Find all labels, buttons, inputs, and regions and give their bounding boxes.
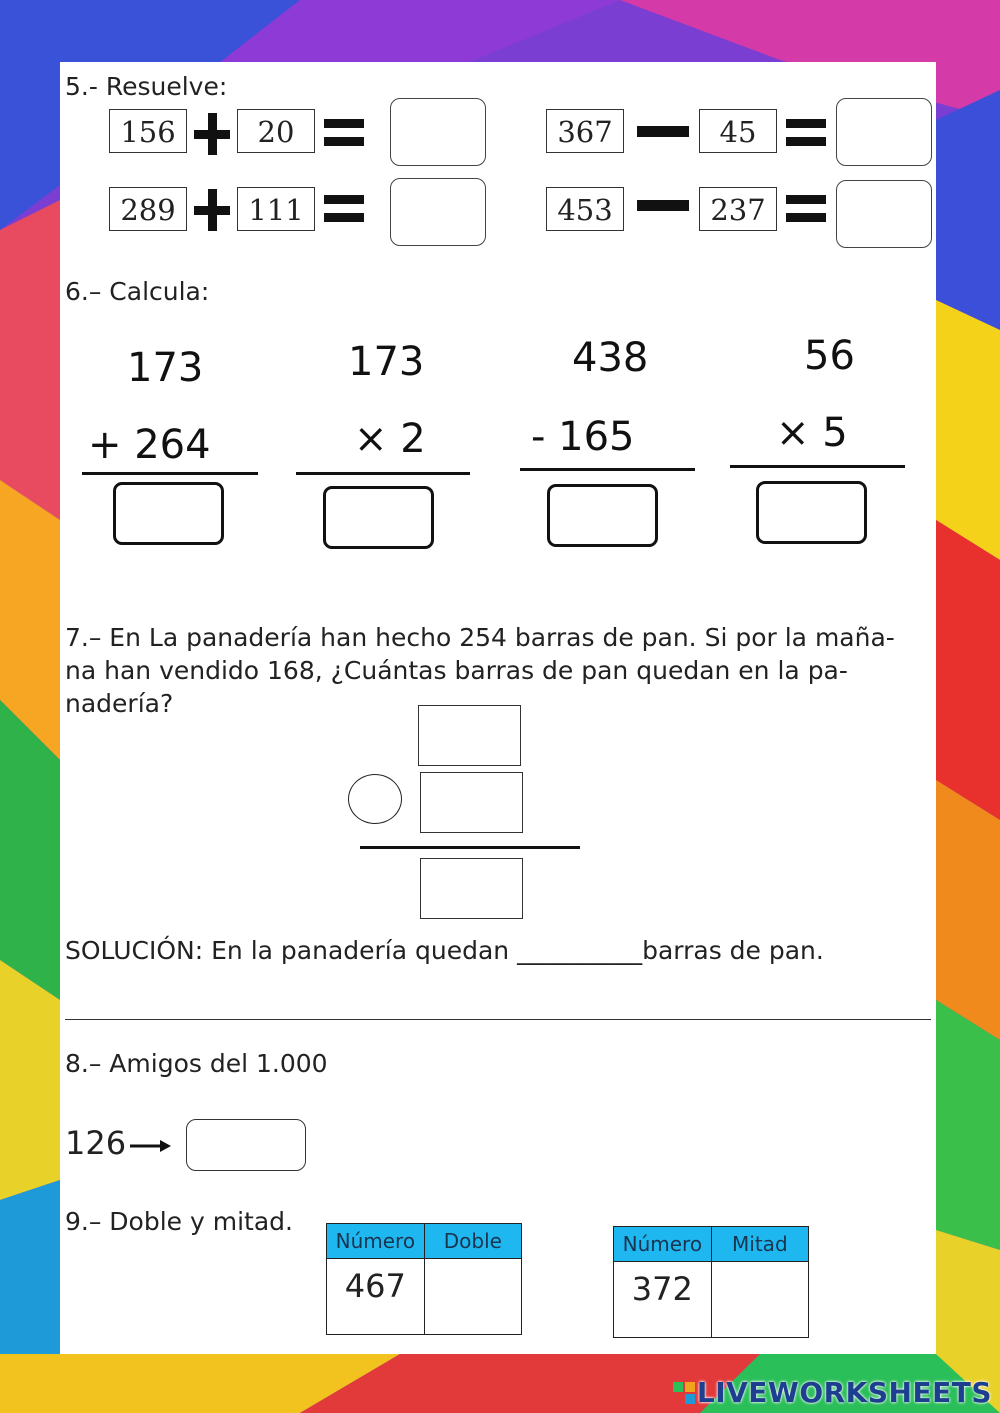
plus-icon-bar	[194, 130, 230, 139]
ex5-r1-addend-a: 156	[109, 109, 187, 153]
ex7-operator-circle[interactable]	[348, 774, 402, 824]
liveworksheets-logo-text: LIVEWORKSHEETS	[696, 1376, 992, 1409]
ex6-op3-answer-box[interactable]	[547, 484, 658, 547]
ex6-op1-answer-box[interactable]	[113, 482, 224, 545]
liveworksheets-logo	[673, 1376, 992, 1409]
ex6-op1-top: 173	[127, 345, 204, 391]
ex6-op3-bottom: - 165	[531, 414, 635, 460]
ex6-op4-answer-box[interactable]	[756, 481, 867, 544]
ex5-r2-addend-b: 111	[237, 187, 315, 231]
equals-icon	[324, 195, 364, 204]
ex5-r1-addend-b: 20	[237, 109, 315, 153]
ex7-solution: SOLUCIÓN: En la panadería quedan __________barras de pan.	[65, 936, 824, 965]
equals-icon-bar	[324, 137, 364, 146]
ex9-doble-header-numero: Número	[327, 1224, 425, 1259]
ex9-heading: 9.– Doble y mitad.	[65, 1207, 293, 1236]
ex9-mitad-header-numero: Número	[614, 1227, 712, 1262]
worksheet-page	[60, 62, 936, 1354]
ex6-op2-top: 173	[348, 339, 425, 385]
ex9-doble-value: 467	[327, 1259, 425, 1335]
ex6-op4-rule	[730, 465, 905, 468]
ex5-r1-subtrahend: 45	[699, 109, 777, 153]
liveworksheets-logo-icon	[673, 1378, 695, 1400]
equals-icon	[324, 119, 364, 128]
ex5-r2-addend-a: 289	[109, 187, 187, 231]
ex8-number: 126	[65, 1124, 127, 1162]
ex6-op3-rule	[520, 468, 695, 471]
ex6-heading: 6.– Calcula:	[65, 277, 210, 306]
ex7-answer-line[interactable]	[65, 1019, 931, 1020]
ex9-mitad-header-mitad: Mitad	[711, 1227, 808, 1262]
ex9-doble-answer-cell[interactable]	[424, 1259, 521, 1335]
ex7-subtrahend-box[interactable]	[420, 772, 523, 833]
ex9-mitad-table	[613, 1226, 809, 1338]
ex5-r1-minuend: 367	[546, 109, 624, 153]
minus-icon	[637, 200, 689, 211]
ex5-r2-answer-box-1[interactable]	[390, 178, 486, 246]
equals-icon-bar	[786, 137, 826, 146]
ex5-r2-minuend: 453	[546, 187, 624, 231]
ex9-doble-table	[326, 1223, 522, 1335]
ex9-mitad-answer-cell[interactable]	[711, 1262, 808, 1338]
ex6-op2-bottom: × 2	[354, 416, 426, 462]
ex7-minuend-box[interactable]	[418, 705, 521, 766]
ex8-answer-box[interactable]	[186, 1119, 306, 1171]
ex9-mitad-value: 372	[614, 1262, 712, 1338]
ex5-r1-answer-box-2[interactable]	[836, 98, 932, 166]
ex7-problem-line-2: na han vendido 168, ¿Cuántas barras de pan quedan en la pa-	[65, 656, 848, 685]
ex5-r1-answer-box-1[interactable]	[390, 98, 486, 166]
ex6-op4-top: 56	[804, 333, 855, 379]
ex7-problem-line-3: nadería?	[65, 689, 174, 718]
ex9-doble-header-doble: Doble	[424, 1224, 521, 1259]
plus-icon-bar	[194, 206, 230, 215]
ex6-op1-rule	[82, 472, 258, 475]
equals-icon	[786, 119, 826, 128]
arrow-right-icon	[130, 1138, 172, 1154]
ex5-heading: 5.- Resuelve:	[65, 72, 228, 101]
ex7-problem-line-1: 7.– En La panadería han hecho 254 barras de pan. Si por la maña-	[65, 623, 895, 652]
equals-icon-bar	[786, 213, 826, 222]
equals-icon	[786, 195, 826, 204]
equals-icon-bar	[324, 213, 364, 222]
ex8-heading: 8.– Amigos del 1.000	[65, 1049, 328, 1078]
ex7-rule	[360, 846, 580, 849]
ex5-r2-answer-box-2[interactable]	[836, 180, 932, 248]
ex6-op2-answer-box[interactable]	[323, 486, 434, 549]
ex6-op1-bottom: + 264	[88, 422, 211, 468]
ex5-r2-subtrahend: 237	[699, 187, 777, 231]
minus-icon	[637, 126, 689, 137]
ex6-op3-top: 438	[572, 335, 649, 381]
ex6-op2-rule	[296, 472, 470, 475]
ex7-result-box[interactable]	[420, 858, 523, 919]
ex6-op4-bottom: × 5	[776, 410, 848, 456]
